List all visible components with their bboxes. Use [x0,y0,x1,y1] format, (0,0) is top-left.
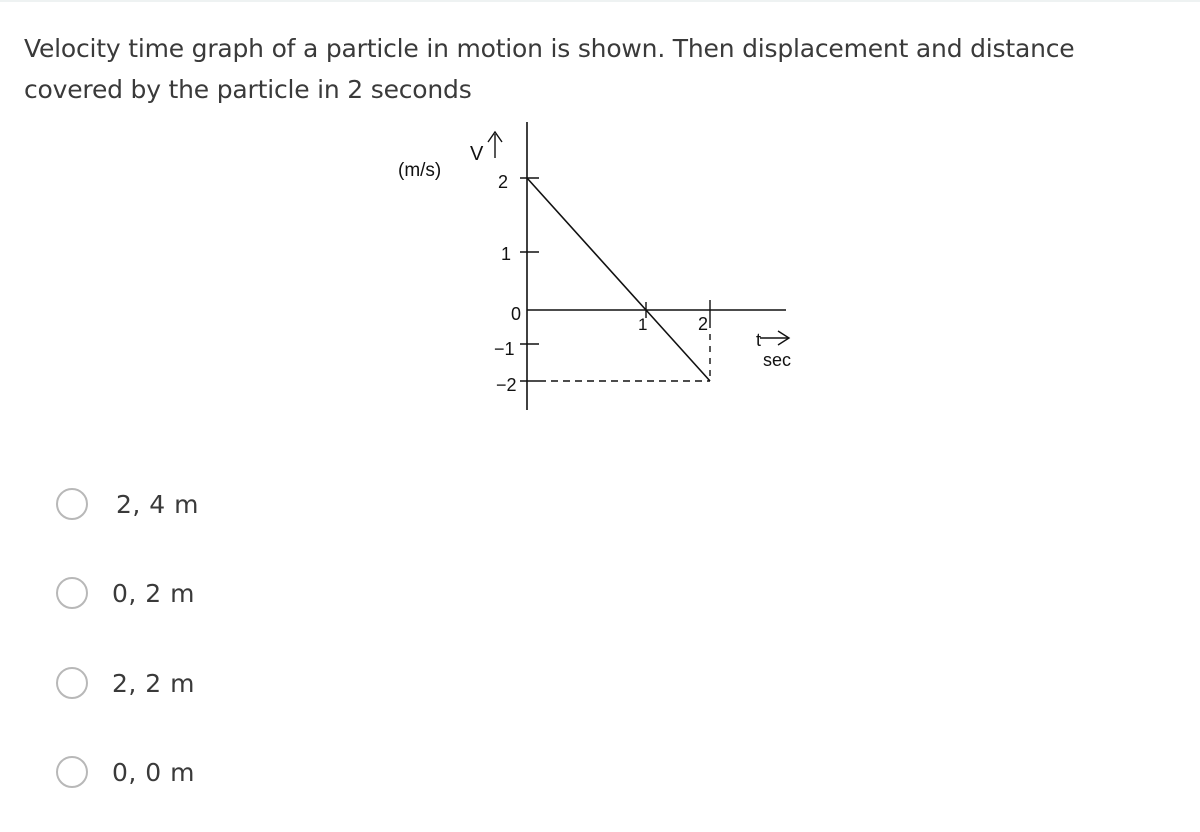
top-divider [0,0,1200,2]
graph-svg [380,110,820,420]
velocity-time-graph [380,110,820,420]
y-tick-label-2: 2 [498,172,509,192]
option-4[interactable] [56,752,195,792]
option-1[interactable] [56,484,199,524]
x-tick-label-1: 1 [638,315,648,334]
option-label: 2, 2 m [112,668,196,698]
y-tick-label-neg2: −2 [496,375,517,395]
y-ticks [520,178,539,381]
y-tick-label-neg1: −1 [494,339,515,359]
option-2[interactable] [56,573,195,613]
y-tick-label-0: 0 [511,304,522,324]
radio-button[interactable] [56,756,88,788]
y-axis-arrow [488,132,502,158]
y-axis-label: V [470,143,484,165]
radio-button[interactable] [56,577,88,609]
option-label: 0, 2 m [112,578,196,608]
x-axis-arrow [760,331,789,345]
velocity-line [527,178,710,381]
x-tick-label-2: 2 [698,314,709,334]
radio-button[interactable] [56,667,88,699]
option-3[interactable] [56,663,195,703]
x-axis-label: t [756,330,762,350]
option-label: 0, 0 m [112,757,196,787]
x-unit-label: sec [763,350,792,370]
radio-button[interactable] [56,488,88,520]
question-text: Velocity time graph of a particle in motion is shown. Then displacement and distance covered by the particle in 2 seconds [24,34,1075,104]
option-label: 2, 4 m [116,489,200,519]
y-tick-label-1: 1 [501,244,512,264]
unit-label: (m/s) [398,160,442,181]
